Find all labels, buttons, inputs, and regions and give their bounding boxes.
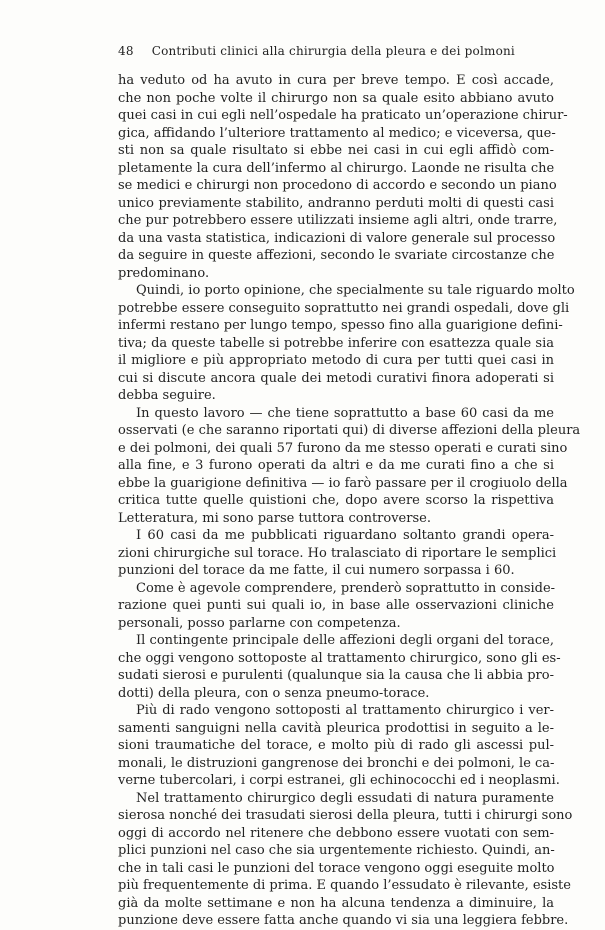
- page-number: 48: [118, 44, 134, 58]
- text-line: che non poche volte il chirurgo non sa quale esito abbiano avuto: [118, 90, 554, 106]
- text-line: Il contingente principale delle affezioni degli organi del torace,: [136, 633, 554, 648]
- text-line: dotti) della pleura, con o senza pneumo-torace.: [118, 685, 430, 701]
- text-line: oggi di accordo nel ritenere che debbono essere vuotati con sem-: [118, 825, 554, 841]
- text-line: In questo lavoro — che tiene soprattutto a base 60 casi da me: [136, 405, 554, 421]
- text-line: da una vasta statistica, indicazioni di valore generale sul processo: [118, 230, 556, 246]
- text-line: samenti sanguigni nella cavità pleurica prodottisi in seguito a le-: [118, 720, 554, 736]
- text-line: Più di rado vengono sottoposti al trattamento chirurgico i ver-: [136, 703, 554, 718]
- text-line: gica, affidando l’ulteriore trattamento al medico; e viceversa, que-: [118, 125, 556, 141]
- text-line: sioni traumatiche del torace, e molto più di rado gli ascessi pul-: [118, 738, 554, 753]
- text-line: infermi restano per lungo tempo, spesso fino alla guarigione defini-: [118, 318, 563, 333]
- text-line: plici punzioni nel caso che sia urgentemente richiesto. Quindi, an-: [118, 843, 555, 858]
- text-line: predominano.: [118, 265, 210, 281]
- text-line: il migliore e più appropriato metodo di cura per tutti quei casi in: [118, 353, 554, 368]
- text-line: osservati (e che saranno riportati qui) di diverse affezioni della pleura: [118, 423, 581, 438]
- text-line: quei casi in cui egli nell’ospedale ha praticato un’operazione chirur-: [118, 108, 568, 123]
- text-line: critica tutte quelle quistioni che, dopo avere scorso la rispettiva: [118, 493, 554, 508]
- text-line: alla fine, e 3 furono operati da altri e da me curati fino a che si: [118, 458, 554, 473]
- text-line: tiva; da queste tabelle si potrebbe inferire con esattezza quale sia: [118, 335, 554, 351]
- text-line: ebbe la guarigione definitiva — io farò passare per il crogiuolo della: [118, 475, 568, 491]
- text-line: punzione deve essere fatta anche quando vi sia una leggiera febbre.: [118, 913, 569, 928]
- text-line: e dei polmoni, dei quali 57 furono da me stesso operati e curati sino: [118, 440, 568, 456]
- text-line: più frequentemente di prima. E quando l’essudato è rilevante, esiste: [118, 878, 571, 893]
- text-line: sudati sierosi e purulenti (qualunque sia la causa che li abbia pro-: [118, 668, 554, 683]
- text-line: da seguire in queste affezioni, secondo le svariate circostanze che: [118, 248, 555, 263]
- text-line: sti non sa quale risultato si ebbe nei casi in cui egli affidò com-: [118, 143, 554, 158]
- text-line: Letteratura, mi sono parse tuttora controverse.: [118, 510, 431, 526]
- text-line: Nel trattamento chirurgico degli essudati di natura puramente: [136, 790, 554, 806]
- text-line: punzioni del torace da me fatte, il cui numero sorpassa i 60.: [118, 563, 515, 578]
- text-line: che pur potrebbero essere utilizzati insieme agli altri, onde trarre,: [118, 213, 558, 228]
- text-line: sierosa nonché dei trasudati sierosi della pleura, tutti i chirurgi sono: [118, 808, 573, 823]
- text-line: unico previamente stabilito, andranno perduti molti di questi casi: [118, 195, 554, 211]
- text-line: debba seguire.: [118, 388, 216, 403]
- text-line: Come è agevole comprendere, prenderò soprattutto in conside-: [136, 580, 556, 596]
- text-line: potrebbe essere conseguito soprattutto nei grandi ospedali, dove gli: [118, 300, 570, 316]
- text-line: che in tali casi le punzioni del torace vengono oggi eseguite molto: [118, 860, 555, 876]
- text-line: monali, le distruzioni gangrenose dei bronchi e dei polmoni, le ca-: [118, 755, 555, 771]
- text-line: già da molte settimane e non ha alcuna tendenza a diminuire, la: [118, 895, 554, 911]
- text-line: che oggi vengono sottoposte al trattamento chirurgico, sono gli es-: [118, 650, 561, 666]
- text-line: I 60 casi da me pubblicati riguardano soltanto grandi opera-: [136, 528, 554, 543]
- text-line: verne tubercolari, i corpi estranei, gli echinococchi ed i neoplasmi.: [118, 773, 560, 788]
- text-line: se medici e chirurgi non procedono di accordo e secondo un piano: [118, 178, 557, 193]
- running-title: Contributi clinici alla chirurgia della pleura e dei polmoni: [151, 44, 515, 58]
- text-line: ha veduto od ha avuto in cura per breve tempo. E così accade,: [118, 73, 554, 88]
- text-line: Quindi, io porto opinione, che specialmente su tale riguardo molto: [136, 283, 575, 298]
- text-line: razione quei punti sui quali io, in base alle osservazioni cliniche: [118, 598, 554, 613]
- running-header: [118, 44, 548, 58]
- text-line: personali, posso parlarne con competenza.: [118, 615, 401, 631]
- text-line: pletamente la cura dell’infermo al chirurgo. Laonde ne risulta che: [118, 160, 555, 176]
- body-text: [118, 72, 581, 930]
- text-line: cui si discute ancora quale dei metodi curativi finora adoperati si: [118, 370, 554, 386]
- text-line: zioni chirurgiche sul torace. Ho tralasciato di riportare le semplici: [118, 545, 557, 561]
